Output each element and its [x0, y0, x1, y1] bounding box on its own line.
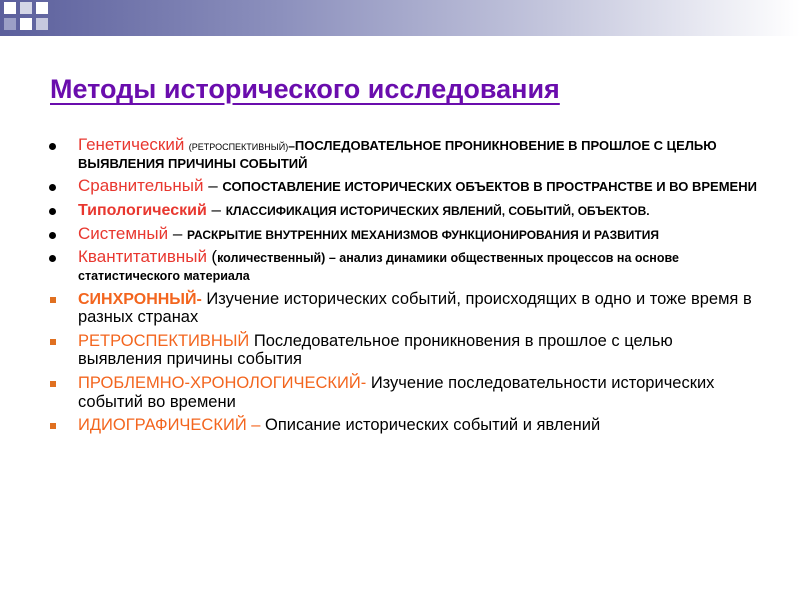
list-item-idiographic: [40, 416, 760, 435]
list-item-typological: [40, 201, 760, 220]
method-dash: –: [288, 139, 295, 153]
decor-square: [20, 18, 32, 30]
list-item-problem-chronological: [40, 374, 760, 411]
method-description: Изучение исторических событий, происходящих в одно и тоже время в разных странах: [78, 289, 752, 327]
method-description: Последовательное проникновения в прошлое с целью выявления причины события: [78, 331, 673, 369]
decor-square: [20, 2, 32, 14]
slide-title: Методы исторического исследования: [50, 74, 560, 104]
list-item-quantitative: [40, 248, 760, 284]
method-dash: –: [206, 199, 226, 219]
list-item-synchronous: [40, 290, 760, 327]
method-description: ПОСЛЕДОВАТЕЛЬНОЕ ПРОНИКНОВЕНИЕ В ПРОШЛОЕ С ЦЕЛЬЮ ВЫЯВЛЕНИЯ ПРИЧИНЫ СОБЫТИЙ: [78, 138, 717, 171]
method-description: Изучение последовательности исторических событий во времени: [78, 374, 715, 411]
list-item-genetic: [40, 136, 760, 172]
method-label: Сравнительный: [78, 176, 204, 196]
bullet-circle-icon: [49, 143, 56, 150]
method-paren: (РЕТРОСПЕКТИВНЫЙ): [188, 142, 289, 152]
method-label: СИНХРОННЫЙ-: [78, 290, 202, 308]
method-description: количественный) – анализ динамики общественных процессов на основе статистического материала: [78, 251, 679, 284]
decor-square: [4, 2, 16, 14]
list-item-comparative: [40, 177, 760, 196]
bullet-circle-icon: [49, 184, 56, 191]
bullet-square-icon: [50, 423, 56, 429]
method-dash: –: [203, 176, 223, 196]
decor-square: [4, 18, 16, 30]
method-paren: (: [211, 247, 218, 267]
method-description: РАСКРЫТИЕ ВНУТРЕННИХ МЕХАНИЗМОВ ФУНКЦИОНИРОВАНИЯ И РАЗВИТИЯ: [187, 227, 660, 242]
method-label: РЕТРОСПЕКТИВНЫЙ: [78, 331, 250, 350]
decor-square: [36, 2, 48, 14]
bullet-square-icon: [50, 297, 56, 303]
method-label: Типологический: [78, 201, 207, 219]
bullet-square-icon: [50, 381, 56, 387]
method-dash: –: [168, 223, 188, 243]
bullet-circle-icon: [49, 208, 56, 215]
bullet-circle-icon: [49, 255, 56, 262]
list-item-systemic: [40, 225, 760, 244]
bullet-circle-icon: [49, 232, 56, 239]
decor-square: [36, 18, 48, 30]
method-label: Квантитативный: [78, 247, 207, 267]
methods-list: [40, 136, 760, 440]
method-description: СОПОСТАВЛЕНИЕ ИСТОРИЧЕСКИХ ОБЪЕКТОВ В ПРОСТРАНСТВЕ И ВО ВРЕМЕНИ: [222, 179, 757, 195]
method-label: ПРОБЛЕМНО-ХРОНОЛОГИЧЕСКИЙ-: [78, 374, 367, 392]
method-label: Системный: [78, 223, 169, 243]
method-description: КЛАССИФИКАЦИЯ ИСТОРИЧЕСКИХ ЯВЛЕНИЙ, СОБЫТИЙ, ОБЪЕКТОВ.: [225, 203, 650, 218]
top-banner: [0, 0, 800, 36]
method-description: Описание исторических событий и явлений: [260, 416, 601, 435]
bullet-square-icon: [50, 339, 56, 345]
method-label: ИДИОГРАФИЧЕСКИЙ –: [78, 416, 261, 435]
method-label: Генетический: [78, 135, 185, 154]
list-item-retrospective: [40, 332, 760, 369]
